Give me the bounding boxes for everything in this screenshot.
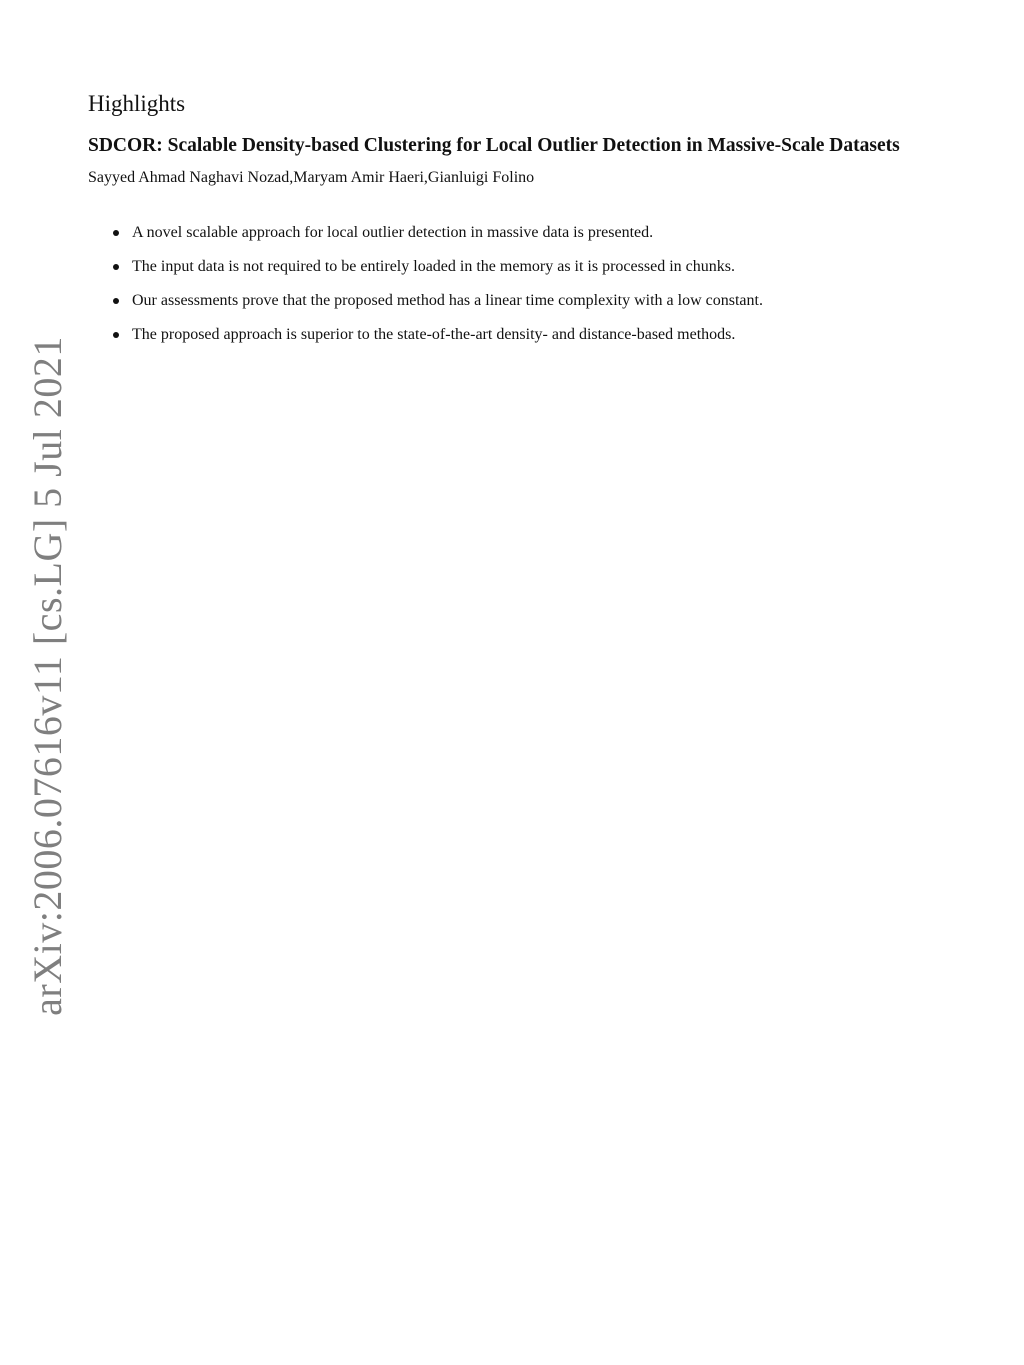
author-list: Sayyed Ahmad Naghavi Nozad,Maryam Amir Haeri,Gianluigi Folino xyxy=(88,169,535,186)
highlight-text: The proposed approach is superior to the state-of-the-art density- and distance-based methods. xyxy=(132,326,736,343)
highlight-text: Our assessments prove that the proposed method has a linear time complexity with a low constant. xyxy=(132,292,763,309)
highlight-item xyxy=(110,290,763,324)
highlight-text: The input data is not required to be entirely loaded in the memory as it is processed in chunks. xyxy=(132,258,735,275)
bullet-icon xyxy=(113,264,119,270)
highlight-item xyxy=(110,324,763,358)
bullet-icon xyxy=(113,298,119,304)
bullet-icon xyxy=(113,332,119,338)
highlights-list xyxy=(110,222,763,358)
paper-title: SDCOR: Scalable Density-based Clustering for Local Outlier Detection in Massive-Scale Datasets xyxy=(88,135,900,156)
bullet-icon xyxy=(113,230,119,236)
highlight-item xyxy=(110,256,763,290)
highlight-text: A novel scalable approach for local outlier detection in massive data is presented. xyxy=(132,224,654,241)
arxiv-identifier-stamp: arXiv:2006.07616v11 [cs.LG] 5 Jul 2021 xyxy=(25,336,70,1016)
section-heading: Highlights xyxy=(88,91,186,116)
highlight-item xyxy=(110,222,763,256)
